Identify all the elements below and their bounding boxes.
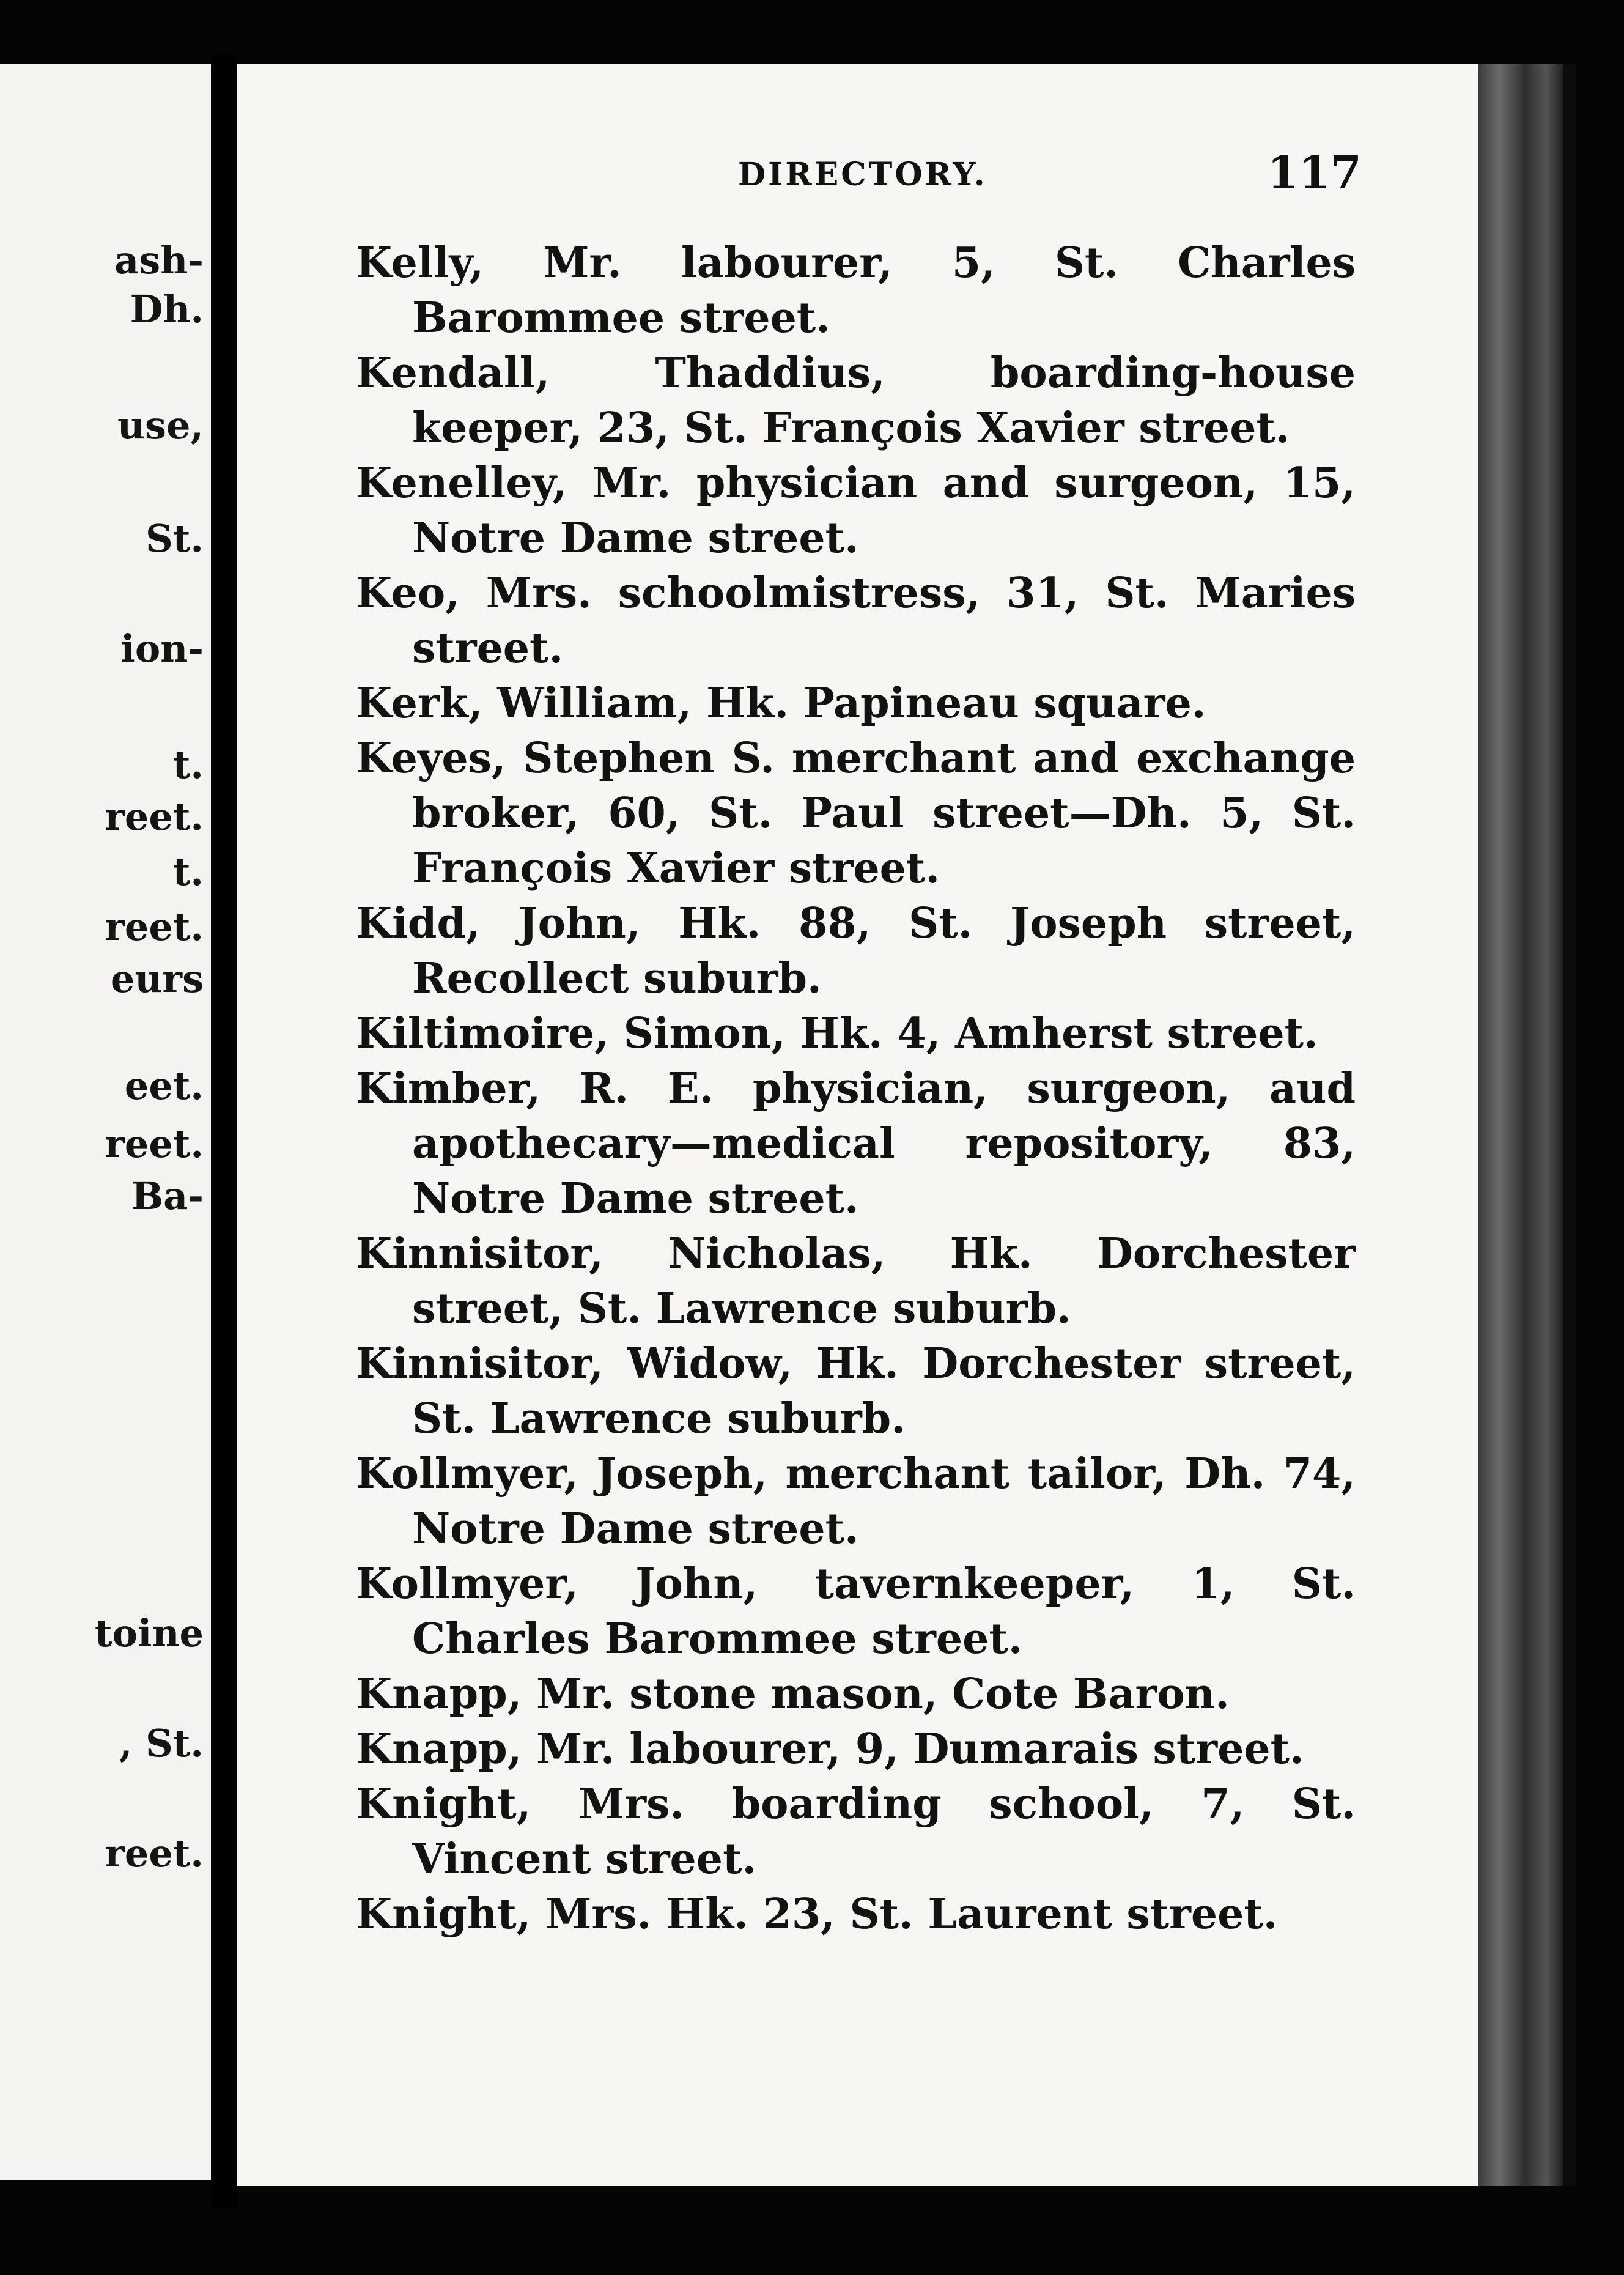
directory-entry: Kiltimoire, Simon, Hk. 4, Amherst street. xyxy=(356,1009,1318,1058)
left-page-fragment: , St. xyxy=(119,1721,204,1766)
left-page-fragment: t. xyxy=(172,742,204,787)
directory-entry: Kelly, Mr. labourer, 5, St. Charles Barommee street. xyxy=(356,239,1356,342)
directory-entry: Kinnisitor, Nicholas, Hk. Dorchester street, St. Lawrence suburb. xyxy=(356,1229,1356,1333)
left-page-fragment: ion- xyxy=(120,626,204,671)
directory-entry: Kenelley, Mr. physician and surgeon, 15, Notre Dame street. xyxy=(356,459,1356,563)
left-page-fragment: reet. xyxy=(105,1122,204,1166)
directory-entry: Kinnisitor, Widow, Hk. Dorchester street, St. Lawrence suburb. xyxy=(356,1339,1356,1443)
directory-entries xyxy=(356,235,1356,1942)
page-number: 117 xyxy=(1267,147,1362,199)
directory-entry: Kerk, William, Hk. Papineau square. xyxy=(356,679,1206,728)
directory-entry: Kollmyer, John, tavernkeeper, 1, St. Charles Barommee street. xyxy=(356,1559,1356,1663)
left-page-fragment: ash- xyxy=(114,238,204,283)
left-page-fragment: eet. xyxy=(124,1064,204,1108)
left-page-fragment: toine xyxy=(94,1611,204,1655)
directory-entry: Keo, Mrs. schoolmistress, 31, St. Maries street. xyxy=(356,569,1356,673)
left-page-fragment: eurs xyxy=(110,956,204,1001)
book-spine-edge xyxy=(1563,64,1576,2186)
left-page-fragment: Ba- xyxy=(131,1174,204,1218)
directory-entry: Keyes, Stephen S. merchant and exchange broker, 60, St. Paul street—Dh. 5, St. François Xavier street. xyxy=(356,734,1356,893)
left-page-fragment: St. xyxy=(146,516,204,561)
running-head: DIRECTORY. xyxy=(738,156,987,193)
left-page-fragment: reet. xyxy=(105,904,204,949)
previous-page-edge xyxy=(0,64,211,2180)
left-page-fragment: use, xyxy=(117,403,204,448)
left-page-fragment: reet. xyxy=(105,794,204,839)
directory-entry: Kidd, John, Hk. 88, St. Joseph street, Recollect suburb. xyxy=(356,899,1356,1003)
left-page-fragment: t. xyxy=(172,849,204,894)
directory-entry: Kimber, R. E. physician, surgeon, aud apothecary—medical repository, 83, Notre Dame street. xyxy=(356,1064,1356,1223)
directory-entry: Knapp, Mr. stone mason, Cote Baron. xyxy=(356,1670,1230,1718)
book-spine xyxy=(1478,64,1563,2186)
directory-entry: Knight, Mrs. boarding school, 7, St. Vincent street. xyxy=(356,1780,1356,1884)
directory-entry: Kendall, Thaddius, boarding-house keeper, 23, St. François Xavier street. xyxy=(356,349,1356,453)
left-page-fragment: Dh. xyxy=(130,287,204,331)
directory-page xyxy=(237,64,1478,2186)
directory-entry: Knapp, Mr. labourer, 9, Dumarais street. xyxy=(356,1725,1304,1774)
page-gutter xyxy=(211,55,237,2208)
directory-entry: Knight, Mrs. Hk. 23, St. Laurent street. xyxy=(356,1890,1278,1939)
directory-entry: Kollmyer, Joseph, merchant tailor, Dh. 74, Notre Dame street. xyxy=(356,1449,1356,1553)
left-page-fragment: reet. xyxy=(105,1831,204,1876)
